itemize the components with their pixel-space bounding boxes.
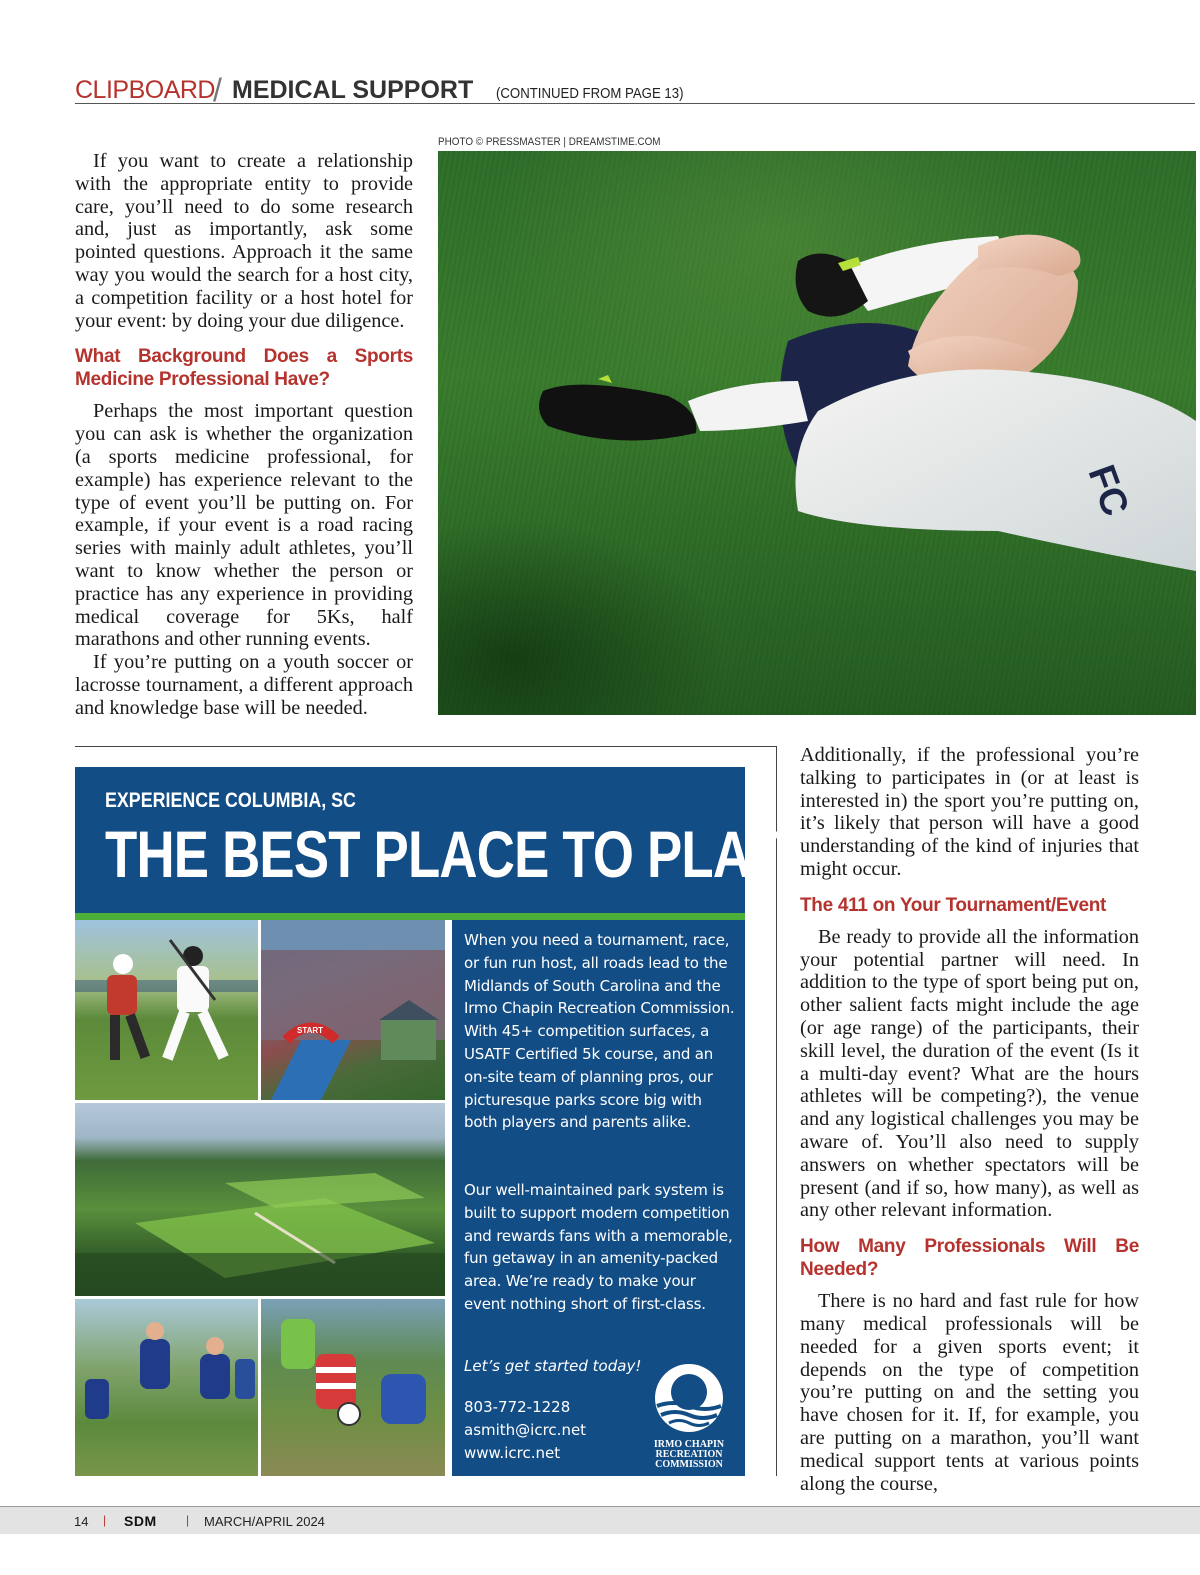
race-crowd — [261, 920, 445, 1100]
logo-line: COMMISSION — [655, 1459, 723, 1470]
lacrosse-players — [75, 920, 258, 1100]
photo-credit: PHOTO © PRESSMASTER | DREAMSTIME.COM — [438, 136, 661, 148]
ad-phone[interactable]: 803-772-1228 — [464, 1398, 571, 1416]
subheading: How Many Professionals Will Be Needed? — [800, 1236, 1139, 1281]
ad-email[interactable]: asmith@icrc.net — [464, 1421, 587, 1439]
ad-call-to-action: Let’s get started today! — [464, 1357, 642, 1375]
continued-note: (CONTINUED FROM PAGE 13) — [496, 85, 684, 102]
quidditch-players — [75, 1299, 258, 1476]
paragraph: If you want to create a relationship with the appropriate entity to provide care, you’ll need to do some research and, just as importantly, ask some pointed questions. Approach it the same way you would the search for a host city, a competition facility or a host hotel for your event: by doing your due diligence. — [75, 150, 413, 332]
article-column-right — [800, 744, 1139, 1495]
player-illustration — [438, 151, 1196, 715]
page-title: MEDICAL SUPPORT — [232, 76, 474, 104]
paragraph: There is no hard and fast rule for how many medical professionals will be needed for a given sports event; it depends on the type of competition you’re putting on and the setting you have chosen for it. If, for example, you are putting on a marathon, you’ll want medical support tents at various points along the course, — [800, 1290, 1139, 1495]
page-number: 14 — [74, 1514, 89, 1529]
section-divider: / — [213, 72, 222, 108]
ad-contact — [464, 1396, 586, 1465]
subheading: What Background Does a Sports Medicine Professional Have? — [75, 346, 413, 391]
ad-kicker: EXPERIENCE COLUMBIA, SC — [105, 789, 356, 812]
logo-text — [646, 1440, 732, 1470]
section-label: CLIPBOARD — [75, 76, 215, 104]
ad-body-1: When you need a tournament, race, or fun run host, all roads lead to the Midlands of South Carolina and the Irmo Chapin Recreation Commission. With 45+ competition surfaces, a USATF Certified 5k course, and an on-site team of planning pros, our picturesque parks score big with both players and parents alike. — [464, 931, 735, 1132]
paragraph: Perhaps the most important question you can ask is whether the organization (a sports medicine professional, for example) has experience relevant to the type of event you’ll be putting on. For example, if your event is a road racing series with mainly adult athletes, you’ll want to know whether the person or practice has any experience in providing medical coverage for 5Ks, half marathons and other running events. — [75, 400, 413, 651]
page-header — [75, 72, 1195, 108]
sun-wave-icon — [651, 1362, 727, 1432]
race-start-photo — [261, 920, 445, 1100]
start-banner-text: START — [297, 1026, 324, 1035]
icrc-logo — [646, 1362, 732, 1470]
article-column-left — [75, 150, 413, 720]
jersey-text: FC — [1079, 459, 1137, 522]
soccer-players — [261, 1299, 445, 1476]
aerial-park-photo — [75, 1103, 445, 1296]
ad-text-panel — [452, 920, 745, 1476]
subheading: The 411 on Your Tournament/Event — [800, 894, 1107, 916]
injured-player-photo — [438, 151, 1196, 715]
paragraph: If you’re putting on a youth soccer or lacrosse tournament, a different approach and knowledge base will be needed. — [75, 651, 413, 719]
footer-divider: | — [186, 1513, 190, 1527]
ad-body-2: Our well-maintained park system is built to support modern competition and rewards fans with a memorable, fun getaway in an amenity-packed area. We’re ready to make your event nothing short of first-class. — [464, 1181, 733, 1313]
footer-divider: | — [103, 1513, 107, 1527]
logo-line: RECREATION — [655, 1449, 723, 1460]
quidditch-photo — [75, 1299, 258, 1476]
magazine-brand: SDM — [124, 1513, 157, 1529]
issue-date: MARCH/APRIL 2024 — [204, 1514, 325, 1529]
page-footer — [0, 1506, 1200, 1534]
ad-headline: THE BEST PLACE TO PLAY! — [105, 817, 797, 891]
aerial-fields — [75, 1103, 445, 1296]
ad-accent-bar — [75, 913, 745, 920]
paragraph: Be ready to provide all the information your potential partner will need. In addition to the type of sport being put on, other salient facts might include the age (or age range) of the participants, their skill level, the duration of the event (Is it a multi-day event? What are the hours athletes will be competing?), the venue and any logistical challenges you may be aware of. You’ll also need to supply answers on whether spectators will be present (and if so, how many), as well as any other relevant information. — [800, 925, 1139, 1222]
ad-header — [75, 767, 797, 914]
lacrosse-photo — [75, 920, 258, 1100]
ad-website[interactable]: www.icrc.net — [464, 1444, 561, 1462]
paragraph: Additionally, if the professional you’re talking to participates in (or at least is interested in) the sport you’re putting on, it’s likely that person will have a good understanding of the kind of injuries that might occur. — [800, 744, 1139, 880]
soccer-photo — [261, 1299, 445, 1476]
logo-line: IRMO CHAPIN — [653, 1439, 725, 1450]
